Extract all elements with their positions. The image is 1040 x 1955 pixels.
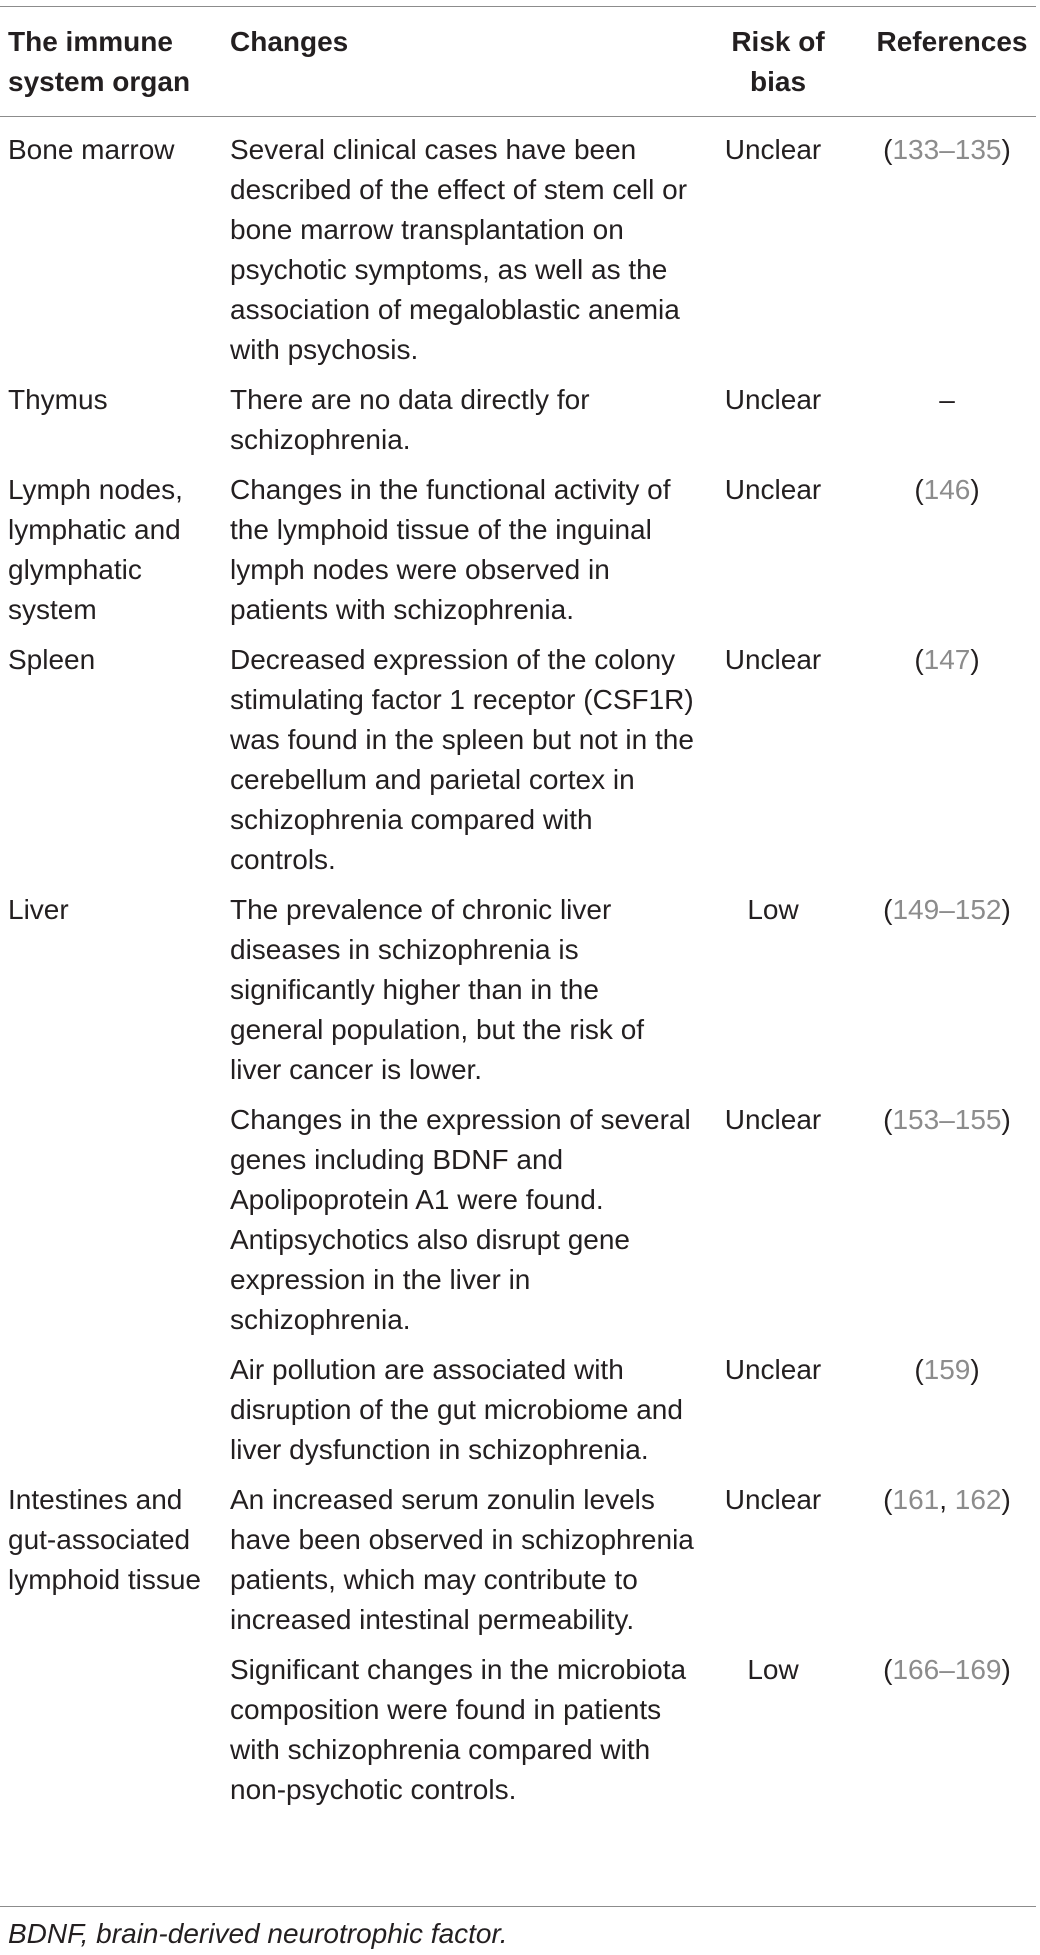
header-organ: The immune system organ	[8, 26, 191, 97]
organ-cell: Thymus	[8, 384, 108, 415]
header-rule	[0, 116, 1036, 117]
header-risk-of-bias: Risk of bias	[731, 26, 825, 97]
risk-of-bias-cell: Low	[747, 1654, 799, 1685]
references-cell	[856, 640, 1038, 680]
risk-of-bias-cell: Unclear	[724, 134, 822, 165]
ref-open-paren: (	[883, 1484, 893, 1515]
changes-cell: There are no data directly for schizophrenia.	[230, 384, 590, 455]
reference-link[interactable]: 133–135	[892, 134, 1002, 165]
ref-close-paren: )	[970, 644, 980, 675]
reference-none: –	[939, 384, 955, 415]
references-cell	[856, 1480, 1038, 1520]
references-cell	[856, 1650, 1038, 1690]
risk-of-bias-cell: Unclear	[724, 644, 822, 675]
table-row	[0, 130, 1040, 370]
table-footnote: BDNF, brain-derived neurotrophic factor.	[8, 1918, 508, 1949]
ref-close-paren: )	[1001, 1104, 1011, 1135]
table-top-rule	[0, 6, 1036, 7]
ref-close-paren: )	[1001, 1484, 1011, 1515]
organ-cell: Bone marrow	[8, 134, 175, 165]
ref-close-paren: )	[1001, 894, 1011, 925]
reference-link[interactable]: 147	[923, 644, 971, 675]
table-row	[0, 890, 1040, 1090]
organ-cell: Lymph nodes, lymphatic and glymphatic system	[8, 474, 183, 625]
ref-close-paren: )	[970, 474, 980, 505]
organ-cell: Spleen	[8, 644, 96, 675]
risk-of-bias-cell: Unclear	[724, 1354, 822, 1385]
references-cell	[856, 890, 1038, 930]
table-row	[0, 1350, 1040, 1470]
table-row	[0, 1650, 1040, 1810]
reference-link[interactable]: 162	[954, 1484, 1002, 1515]
table-body	[0, 130, 1040, 1820]
table-row	[0, 1100, 1040, 1340]
organ-cell: Liver	[8, 894, 69, 925]
risk-of-bias-cell: Unclear	[724, 474, 822, 505]
header-changes: Changes	[230, 26, 349, 57]
reference-link[interactable]: 149–152	[892, 894, 1002, 925]
table-bottom-rule	[0, 1906, 1036, 1907]
ref-open-paren: (	[883, 1104, 893, 1135]
ref-open-paren: (	[883, 894, 893, 925]
table-row	[0, 470, 1040, 630]
ref-separator: ,	[939, 1484, 955, 1515]
changes-cell: Air pollution are associated with disruption of the gut microbiome and liver dysfunction in schizophrenia.	[230, 1354, 683, 1465]
organ-cell: Intestines and gut-associated lymphoid tissue	[8, 1484, 201, 1595]
table-row	[0, 1480, 1040, 1640]
ref-close-paren: )	[970, 1354, 980, 1385]
ref-open-paren: (	[914, 1354, 924, 1385]
references-cell	[856, 1350, 1038, 1390]
ref-open-paren: (	[914, 644, 924, 675]
ref-open-paren: (	[914, 474, 924, 505]
references-cell	[856, 1100, 1038, 1140]
changes-cell: An increased serum zonulin levels have been observed in schizophrenia patients, which may contribute to increased intestinal permeability.	[230, 1484, 694, 1635]
reference-link[interactable]: 159	[923, 1354, 971, 1385]
changes-cell: Several clinical cases have been described of the effect of stem cell or bone marrow transplantation on psychotic symptoms, as well as the association of megaloblastic anemia with psychosis.	[230, 134, 688, 365]
reference-link[interactable]: 153–155	[892, 1104, 1002, 1135]
ref-open-paren: (	[883, 1654, 893, 1685]
risk-of-bias-cell: Low	[747, 894, 799, 925]
changes-cell: Significant changes in the microbiota composition were found in patients with schizophrenia compared with non-psychotic controls.	[230, 1654, 687, 1805]
reference-link[interactable]: 166–169	[892, 1654, 1002, 1685]
reference-link[interactable]: 146	[923, 474, 971, 505]
changes-cell: Changes in the expression of several genes including BDNF and Apolipoprotein A1 were found. Antipsychotics also disrupt gene expression in the liver in schizophrenia.	[230, 1104, 691, 1335]
ref-close-paren: )	[1001, 134, 1011, 165]
table-row	[0, 380, 1040, 460]
reference-link[interactable]: 161	[892, 1484, 940, 1515]
changes-cell: Decreased expression of the colony stimulating factor 1 receptor (CSF1R) was found in the spleen but not in the cerebellum and parietal cortex in schizophrenia compared with controls.	[230, 644, 694, 875]
table-row	[0, 640, 1040, 880]
risk-of-bias-cell: Unclear	[724, 384, 822, 415]
changes-cell: Changes in the functional activity of the lymphoid tissue of the inguinal lymph nodes were observed in patients with schizophrenia.	[230, 474, 671, 625]
ref-open-paren: (	[883, 134, 893, 165]
changes-cell: The prevalence of chronic liver diseases in schizophrenia is significantly higher than in the general population, but the risk of liver cancer is lower.	[230, 894, 645, 1085]
references-cell	[856, 380, 1038, 420]
references-cell	[856, 470, 1038, 510]
references-cell	[856, 130, 1038, 170]
risk-of-bias-cell: Unclear	[724, 1104, 822, 1135]
risk-of-bias-cell: Unclear	[724, 1484, 822, 1515]
ref-close-paren: )	[1001, 1654, 1011, 1685]
header-references: References	[876, 26, 1028, 57]
